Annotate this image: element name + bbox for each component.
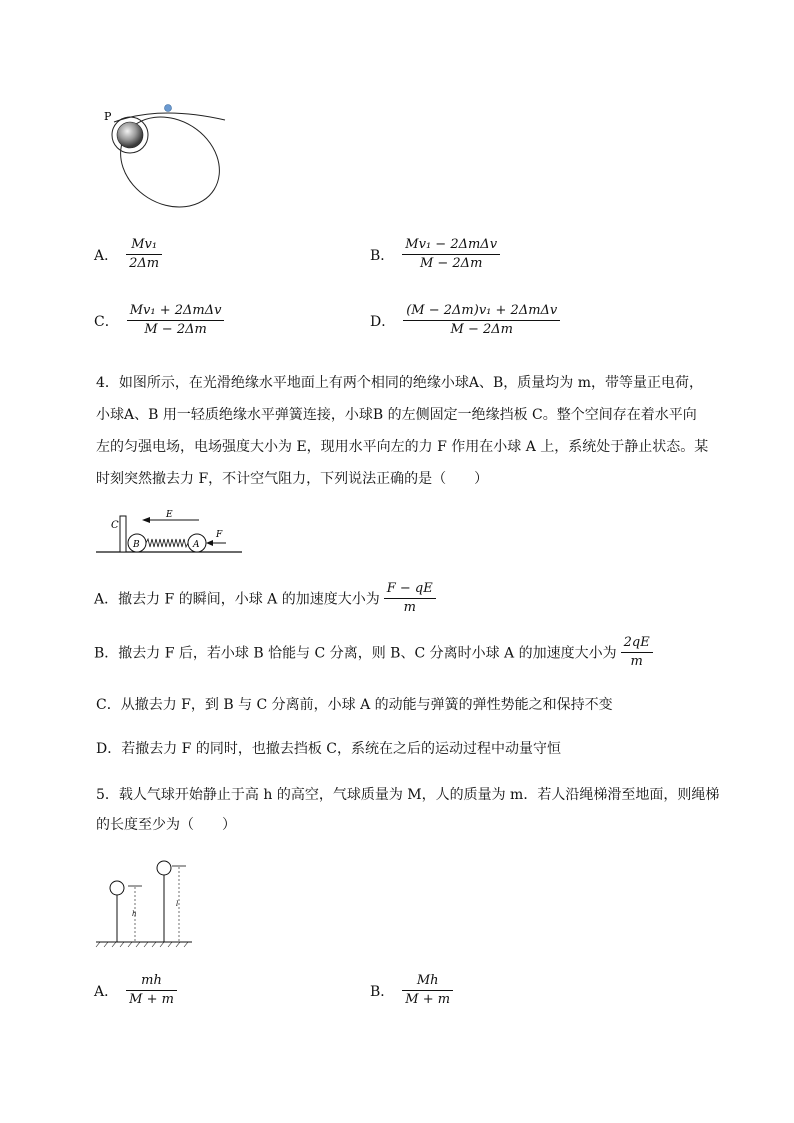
option-label: B． bbox=[370, 983, 395, 1000]
option-fraction: $\frac{Mh}{M + m}$ bbox=[402, 972, 453, 1009]
label-a: A bbox=[193, 540, 200, 550]
barrier-c bbox=[120, 516, 126, 552]
label-b: B bbox=[133, 540, 140, 550]
balloon-final bbox=[157, 861, 171, 875]
force-arrowhead bbox=[206, 540, 213, 546]
q4-stem-line: 时刻突然撤去力 F，不计空气阻力，下列说法正确的是（ ） bbox=[96, 471, 489, 487]
label-e: E bbox=[166, 510, 173, 520]
option-fraction: $\frac{\text{Mv₁ + 2ΔmΔv}}{M - 2\Delta m}$ bbox=[127, 302, 225, 339]
option-label: A． bbox=[94, 983, 119, 1000]
label-l: l bbox=[176, 900, 179, 908]
q3-option-c[interactable] bbox=[94, 302, 224, 339]
orbit-diagram bbox=[100, 100, 235, 215]
option-label: D． bbox=[370, 313, 396, 330]
q5-stem-line: 5．载人气球开始静止于高 h 的高空，气球质量为 M，人的质量为 m．若人沿绳梯滑至地面，则绳梯 bbox=[96, 787, 720, 803]
elliptical-orbit bbox=[104, 100, 235, 215]
q4-option-a[interactable] bbox=[94, 580, 436, 617]
q3-option-a[interactable] bbox=[94, 236, 162, 273]
q4-stem-line: 左的匀强电场，电场强度大小为 E，现用水平向左的力 F 作用在小球 A 上，系统处于静止状态。某 bbox=[96, 439, 709, 455]
spring bbox=[146, 539, 188, 547]
label-h: h bbox=[132, 910, 137, 918]
balloon-diagram bbox=[94, 860, 194, 950]
planet bbox=[117, 122, 143, 148]
option-text: A．撤去力 F 的瞬间，小球 A 的加速度大小为 bbox=[94, 591, 380, 608]
balloon-initial bbox=[110, 881, 124, 895]
option-fraction: $\frac{\text{Mv₁ − 2ΔmΔv}}{M - 2\Delta m}$ bbox=[402, 236, 500, 273]
q4-stem-line: 4．如图所示，在光滑绝缘水平地面上有两个相同的绝缘小球A、B，质量均为 m，带等量正电荷， bbox=[96, 375, 704, 391]
point-p-label: P bbox=[104, 110, 112, 123]
q3-option-b[interactable] bbox=[370, 236, 500, 273]
q5-stem-line: 的长度至少为（ ） bbox=[96, 817, 236, 833]
option-label: A． bbox=[94, 247, 119, 264]
q5-option-a[interactable] bbox=[94, 972, 177, 1009]
option-label: C． bbox=[94, 313, 119, 330]
label-c: C bbox=[111, 520, 119, 531]
option-fraction: $\frac{2qE}{m}$ bbox=[621, 634, 653, 671]
q4-option-c[interactable]: C．从撤去力 F，到 B 与 C 分离前，小球 A 的动能与弹簧的弹性势能之和保持不变 bbox=[96, 697, 613, 713]
option-fraction: $\frac{\text{Mv₁}}{2\Delta m}$ bbox=[126, 236, 162, 273]
option-label: B． bbox=[370, 247, 395, 264]
ground-hatching bbox=[96, 942, 188, 947]
option-fraction: $\frac{F - qE}{m}$ bbox=[384, 580, 436, 617]
q5-option-b[interactable] bbox=[370, 972, 453, 1009]
q4-stem-line: 小球A、B 用一轻质绝缘水平弹簧连接，小球B 的左侧固定一绝缘挡板 C。整个空间存在着水平向 bbox=[96, 407, 697, 423]
spring-balls-diagram bbox=[94, 506, 244, 556]
option-text: B．撤去力 F 后，若小球 B 恰能与 C 分离，则 B、C 分离时小球 A 的加速度大小为 bbox=[94, 645, 617, 662]
option-fraction: $\frac{mh}{M + m}$ bbox=[126, 972, 177, 1009]
option-fraction: $\frac{\text{(M − 2Δm)v₁ + 2ΔmΔv}}{M - 2\Delta m}$ bbox=[403, 302, 560, 339]
label-f: F bbox=[216, 530, 223, 540]
satellite bbox=[165, 105, 172, 112]
field-arrowhead bbox=[142, 517, 150, 523]
q3-option-d[interactable] bbox=[370, 302, 560, 339]
q4-option-b[interactable] bbox=[94, 634, 653, 671]
q4-option-d[interactable]: D．若撤去力 F 的同时，也撤去挡板 C，系统在之后的运动过程中动量守恒 bbox=[96, 741, 561, 757]
